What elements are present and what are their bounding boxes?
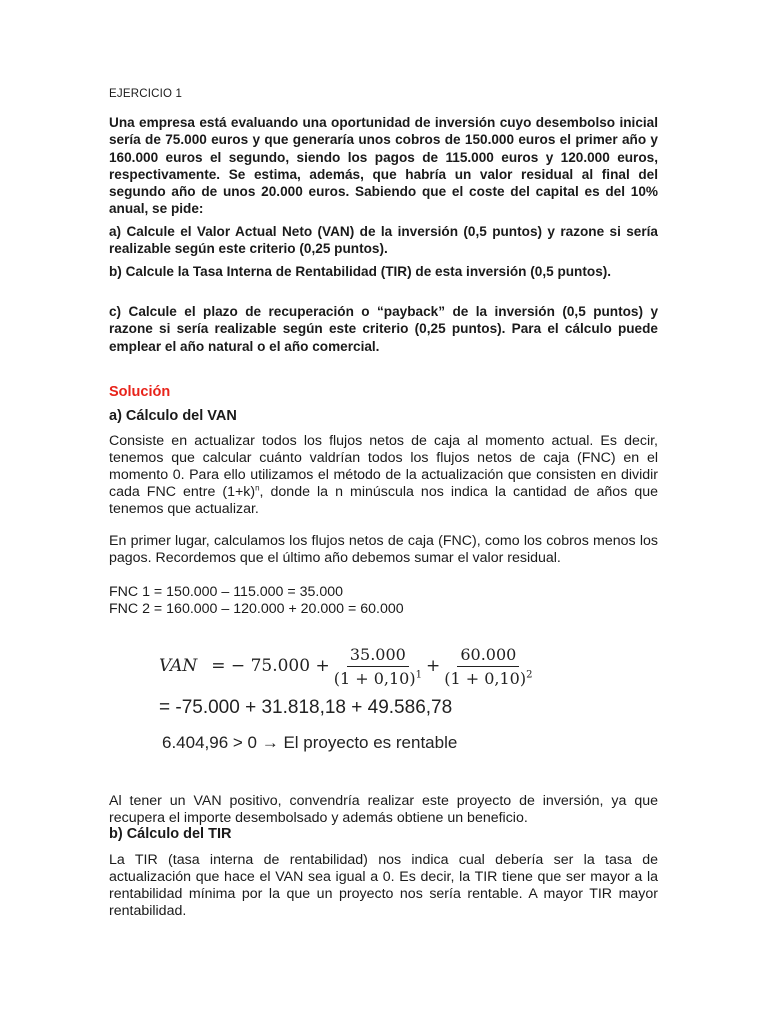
fraction-year-2 bbox=[444, 645, 532, 688]
van-explanation-paragraph bbox=[109, 433, 658, 518]
exponent-n: n bbox=[255, 483, 260, 493]
fnc-explanation-paragraph: En primer lugar, calculamos los flujos netos de caja (FNC), como los cobros menos los pagos. Recordemos que el último año debemos sumar el valor residual. bbox=[109, 533, 658, 567]
fraction-1-exponent: 1 bbox=[415, 669, 422, 681]
van-variable: VAN bbox=[159, 656, 198, 676]
fraction-1-base: (1 + 0,10) bbox=[333, 668, 416, 688]
fraction-2-numerator: 60.000 bbox=[457, 645, 519, 667]
fraction-1-numerator: 35.000 bbox=[347, 645, 409, 667]
van-equation-line2: = -75.000 + 31.818,18 + 49.586,78 bbox=[159, 697, 453, 718]
fraction-2-exponent: 2 bbox=[526, 669, 533, 681]
question-b: b) Calcule la Tasa Interna de Rentabilidad (TIR) de esta inversión (0,5 puntos). bbox=[109, 264, 612, 279]
fnc1-formula: FNC 1 = 150.000 – 115.000 = 35.000 bbox=[109, 584, 344, 600]
question-a: a) Calcule el Valor Actual Neto (VAN) de la inversión (0,5 puntos) y razone si sería realizable según este criterio (0,25 puntos). bbox=[109, 224, 658, 257]
problem-statement: Una empresa está evaluando una oportunidad de inversión cuyo desembolso inicial sería de 75.000 euros y que generaría unos cobros de 150.000 euros el primer año y 160.000 euros el segundo, siendo los pagos de 115.000 euros y 120.000 euros, respectivamente. Se estima, además, que habría un valor residual al final del segundo año de unos 20.000 euros. Sabiendo que el coste del capital es del 10% anual, se pide: bbox=[109, 115, 658, 217]
fraction-year-1 bbox=[334, 645, 422, 688]
section-a-title: a) Cálculo del VAN bbox=[109, 408, 237, 424]
exercise-label: EJERCICIO 1 bbox=[109, 88, 183, 100]
van-explanation-text: Consiste en actualizar todos los flujos netos de caja al momento actual. Es decir, tenemos que calcular cuánto valdrían todos los flujos netos de caja (FNC) en el momento 0. Para ello utilizamos el método de la actualización que consisten en dividir cada FNC entre (1+k) bbox=[109, 433, 658, 501]
fnc2-formula: FNC 2 = 160.000 – 120.000 + 20.000 = 60.000 bbox=[109, 601, 404, 617]
van-explanation-text-end: , donde la n minúscula nos indica la cantidad de años que tenemos que actualizar. bbox=[109, 484, 658, 518]
tir-explanation-paragraph: La TIR (tasa interna de rentabilidad) nos indica cual debería ser la tasa de actualización que hace el VAN sea igual a 0. Es decir, la TIR tiene que ser mayor a la rentabilidad mínima por la que un proyecto nos sería rentable. A mayor TIR mayor rentabilidad. bbox=[109, 852, 658, 920]
plus-sign: + bbox=[425, 656, 441, 676]
van-conclusion-paragraph: Al tener un VAN positivo, convendría realizar este proyecto de inversión, ya que recupera el importe desembolsado y además obtiene un beneficio. bbox=[109, 793, 658, 827]
van-equation bbox=[109, 640, 658, 760]
fraction-1-denominator bbox=[334, 667, 422, 688]
solution-title: Solución bbox=[109, 384, 171, 400]
van-equation-line1 bbox=[159, 640, 536, 692]
question-c: c) Calcule el plazo de recuperación o “payback” de la inversión (0,5 puntos) y razone si sería realizable según este criterio (0,25 puntos). Para el cálculo puede emplear el año natural o el año comercial. bbox=[109, 304, 658, 354]
section-b-title: b) Cálculo del TIR bbox=[109, 826, 232, 842]
fraction-2-denominator bbox=[444, 667, 532, 688]
equation-start: = − 75.000 + bbox=[211, 656, 330, 676]
fraction-2-base: (1 + 0,10) bbox=[444, 668, 527, 688]
van-result-line: 6.404,96 > 0 → El proyecto es rentable bbox=[162, 733, 458, 752]
